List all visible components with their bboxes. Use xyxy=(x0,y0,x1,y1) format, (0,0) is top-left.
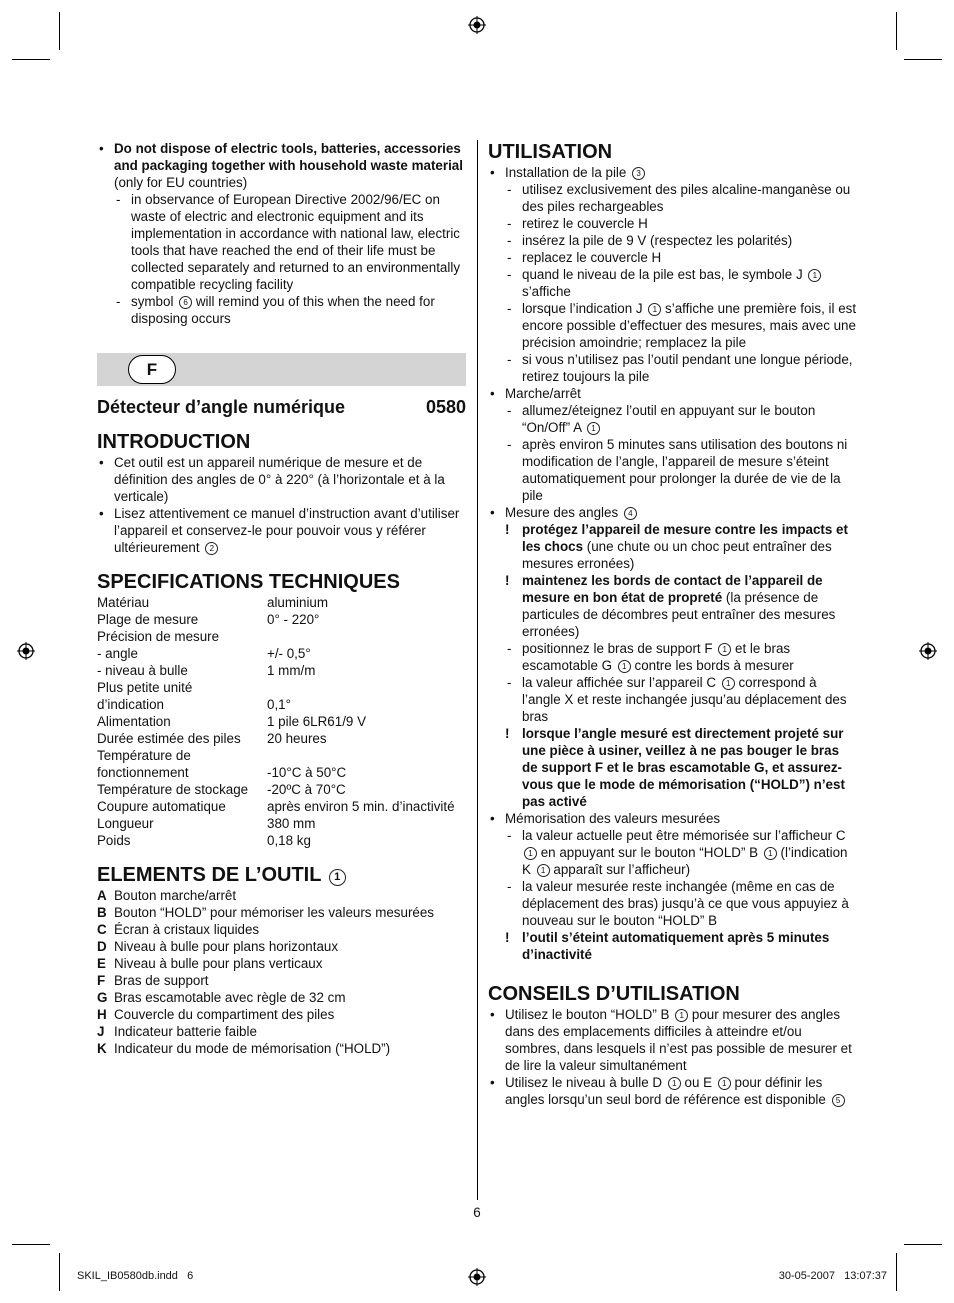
spec-label: Précision de mesure xyxy=(97,629,220,644)
language-badge: F xyxy=(128,355,176,384)
spec-value: 380 mm xyxy=(267,816,316,831)
spec-label: Poids xyxy=(97,833,131,848)
spec-label: - niveau à bulle xyxy=(97,663,188,678)
spec-row xyxy=(97,662,466,679)
warning-item: ! protégez l’appareil de mesure contre les impacts et les chocs (une chute ou un choc peut entraîner des mesures erronées) xyxy=(505,522,848,571)
disposal-normal: (only for EU countries) xyxy=(114,175,248,190)
spec-label: fonctionnement xyxy=(97,765,189,780)
spec-value xyxy=(267,628,466,645)
element-item xyxy=(97,938,466,955)
crop-mark xyxy=(904,1244,942,1245)
disposal-dash-2 xyxy=(97,293,466,327)
elements-list xyxy=(97,887,466,1057)
dash-text: la valeur affichée sur l’appareil C xyxy=(522,675,720,690)
ref-number: 1 xyxy=(675,1009,688,1022)
spec-row xyxy=(97,713,466,730)
spec-row xyxy=(97,798,466,815)
spec-value: 0° - 220° xyxy=(267,612,320,627)
column-divider xyxy=(477,140,478,1200)
marche-item xyxy=(488,402,858,436)
spec-row xyxy=(97,730,466,747)
bullet-text: pour mesurer des angles dans des emplacements difficiles à atteindre et/ou sombres, dans lesquels il n’est pas possible de mesurer et de lire la valeur simultanément xyxy=(505,1007,852,1073)
element-label: Indicateur batterie faible xyxy=(114,1024,257,1039)
element-letter: G xyxy=(97,990,108,1005)
element-label: Bras de support xyxy=(114,973,209,988)
pile-item xyxy=(488,266,858,300)
pile-item: - insérez la pile de 9 V (respectez les polarités) xyxy=(488,232,858,249)
memo-item: - la valeur mesurée reste inchangée (même en cas de déplacement des bras) jusqu’à ce que vous appuyiez à nouveau sur le bouton “HOLD” B xyxy=(488,878,858,929)
dash-text: correspond à l’angle X et reste inchangée jusqu’au déplacement des bras xyxy=(522,675,847,724)
ref-number: 5 xyxy=(832,1094,845,1107)
element-item xyxy=(97,1040,466,1057)
spec-row xyxy=(97,679,466,696)
element-item xyxy=(97,955,466,972)
dash-text: (l’indication K xyxy=(522,845,848,877)
warning-normal: (une chute ou un choc peut entraîner des mesures erronées) xyxy=(522,539,832,571)
spec-value: 0,1° xyxy=(267,697,291,712)
ref-number: 1 xyxy=(587,422,600,435)
warning-bold: l’outil s’éteint automatiquement après 5 minutes d’inactivité xyxy=(522,930,830,962)
spec-label: Longueur xyxy=(97,816,154,831)
element-letter: B xyxy=(97,905,107,920)
spec-value: après environ 5 min. d’inactivité xyxy=(267,799,455,814)
bullet-text: Mesure des angles xyxy=(505,505,622,520)
warning-item: ! lorsque l’angle mesuré est directement projeté sur une pièce à usiner, veillez à ne pas bouger le bras de support F et le bras escamotable G, et assurez-vous que le mode de mémorisation (“HOLD”) n’est pas activé xyxy=(505,726,845,809)
pile-item: - si vous n’utilisez pas l’outil pendant une longue période, retirez toujours la pile xyxy=(488,351,858,385)
spec-label: Durée estimée des piles xyxy=(97,731,241,746)
element-letter: F xyxy=(97,973,106,988)
spec-value: 20 heures xyxy=(267,731,327,746)
ref-number: 4 xyxy=(624,507,637,520)
spec-row xyxy=(97,747,466,764)
ref-number: 1 xyxy=(722,677,735,690)
crop-mark xyxy=(904,59,942,60)
page-number: 6 xyxy=(473,1205,481,1220)
element-label: Indicateur du mode de mémorisation (“HOLD”) xyxy=(114,1041,391,1056)
element-item xyxy=(97,972,466,989)
dash-text: lorsque l’indication J xyxy=(522,301,647,316)
element-item xyxy=(97,887,466,904)
dash-text: symbol xyxy=(131,294,178,309)
elements-heading xyxy=(97,863,466,887)
footer-date: 30-05-2007 13:07:37 xyxy=(778,1270,887,1282)
dash-text: s’affiche xyxy=(522,284,571,299)
dash-text: en appuyant sur le bouton “HOLD” B xyxy=(537,845,762,860)
element-item xyxy=(97,989,466,1006)
spec-row xyxy=(97,628,466,645)
element-item xyxy=(97,904,466,921)
right-column xyxy=(488,140,858,1108)
registration-mark-icon xyxy=(468,16,486,34)
element-letter: C xyxy=(97,922,107,937)
bullet-text: pour définir les angles lorsqu’un seul bord de référence est disponible xyxy=(505,1075,830,1107)
spec-row xyxy=(97,611,466,628)
marche-title: • Marche/arrêt xyxy=(488,385,858,402)
element-label: Bras escamotable avec règle de 32 cm xyxy=(114,990,346,1005)
bullet-text: Installation de la pile xyxy=(505,165,631,180)
element-label: Bouton “HOLD” pour mémoriser les valeurs mesurées xyxy=(114,905,435,920)
pile-title xyxy=(488,164,858,181)
element-letter: E xyxy=(97,956,106,971)
spec-label: Alimentation xyxy=(97,714,171,729)
disposal-bold: Do not dispose of electric tools, batteries, accessories and packaging together with household waste material xyxy=(114,141,463,173)
spec-row xyxy=(97,832,466,849)
bullet-text: ou E xyxy=(680,1075,716,1090)
warning-bold: lorsque l’angle mesuré est directement projeté sur une pièce à usiner, veillez à ne pas bouger le bras de support F et le bras escamotable G, et assurez-vous que le mode de mémorisation (“HOLD”) n’est pas activé xyxy=(522,726,845,809)
element-item xyxy=(97,1023,466,1040)
crop-mark xyxy=(59,12,60,50)
element-letter: K xyxy=(97,1041,107,1056)
intro-bullet-2 xyxy=(97,505,466,556)
spec-label: Plus petite unité xyxy=(97,680,193,695)
language-banner xyxy=(97,353,466,386)
spec-label: d’indication xyxy=(97,697,164,712)
spec-label: Coupure automatique xyxy=(97,799,226,814)
spec-value: 1 pile 6LR61/9 V xyxy=(267,714,367,729)
crop-mark xyxy=(59,1253,60,1291)
dash-text: will remind you of this when the need for disposing occurs xyxy=(131,294,435,326)
ref-number: 1 xyxy=(537,864,550,877)
element-label: Bouton marche/arrêt xyxy=(114,888,237,903)
dash-text: allumez/éteignez l’outil en appuyant sur le bouton “On/Off” A xyxy=(522,403,816,435)
ref-number: 1 xyxy=(524,847,537,860)
mesure-title xyxy=(488,504,858,521)
registration-mark-icon xyxy=(17,642,35,660)
elements-heading-text: ELEMENTS DE L’OUTIL xyxy=(97,864,322,886)
dash-text: et le bras escamotable G xyxy=(522,641,791,673)
spec-value: -10°C à 50°C xyxy=(267,765,347,780)
footer-file: SKIL_IB0580db.indd 6 xyxy=(77,1270,194,1282)
pile-item: - retirez le couvercle H xyxy=(488,215,858,232)
element-item xyxy=(97,1006,466,1023)
spec-row xyxy=(97,594,466,611)
dash-text: la valeur actuelle peut être mémorisée sur l’afficheur C xyxy=(522,828,846,843)
ref-number: 3 xyxy=(632,167,645,180)
spec-label: - angle xyxy=(97,646,138,661)
spec-label: Matériau xyxy=(97,595,150,610)
mesure-item xyxy=(488,640,858,674)
ref-number: 1 xyxy=(718,643,731,656)
spec-label: Température de xyxy=(97,748,191,763)
ref-number: 1 xyxy=(764,847,777,860)
conseil-item xyxy=(488,1006,858,1074)
spec-value: aluminium xyxy=(267,595,329,610)
spec-value: 1 mm/m xyxy=(267,663,316,678)
spec-label: Plage de mesure xyxy=(97,612,199,627)
disposal-bullet xyxy=(97,140,466,191)
dash-text: contre les bords à mesurer xyxy=(630,658,794,673)
dash-text: s’affiche une première fois, il est encore possible d’effectuer des mesures, mais avec une précision amoindrie; remplacez la pile xyxy=(522,301,857,350)
product-title-row xyxy=(97,396,466,418)
crop-mark xyxy=(896,12,897,50)
spec-row xyxy=(97,764,466,781)
bullet-text: Utilisez le bouton “HOLD” B xyxy=(505,1007,674,1022)
registration-mark-icon xyxy=(468,1268,486,1286)
spec-value: +/- 0,5° xyxy=(267,646,311,661)
spec-label: Température de stockage xyxy=(97,782,249,797)
left-column xyxy=(97,140,466,1057)
ref-number: 1 xyxy=(718,1077,731,1090)
product-title: Détecteur d’angle numérique xyxy=(97,397,346,417)
spec-value xyxy=(267,747,466,764)
pile-item xyxy=(488,300,858,351)
warning-bold: maintenez les bords de contact de l’appareil de mesure en bon état de propreté xyxy=(522,573,823,605)
specs-heading: SPECIFICATIONS TECHNIQUES xyxy=(97,571,400,593)
bullet-text: Utilisez le niveau à bulle D xyxy=(505,1075,666,1090)
conseils-heading: CONSEILS D’UTILISATION xyxy=(488,983,740,1005)
element-item xyxy=(97,921,466,938)
ref-number: 2 xyxy=(205,542,218,555)
pile-item: - utilisez exclusivement des piles alcaline-manganèse ou des piles rechargeables xyxy=(488,181,858,215)
spec-row xyxy=(97,645,466,662)
memo-item xyxy=(488,827,858,878)
specs-table xyxy=(97,594,466,849)
element-label: Niveau à bulle pour plans horizontaux xyxy=(114,939,339,954)
dash-text: apparaît sur l’afficheur) xyxy=(549,862,691,877)
spec-value: -20ºC à 70°C xyxy=(267,782,346,797)
conseil-item xyxy=(488,1074,858,1108)
memo-title: • Mémorisation des valeurs mesurées xyxy=(488,810,858,827)
spec-row xyxy=(97,815,466,832)
warning-normal: (la présence de particules de décombres peut entraîner des mesures erronées) xyxy=(522,590,836,639)
pile-item: - replacez le couvercle H xyxy=(488,249,858,266)
warning-item: ! maintenez les bords de contact de l’appareil de mesure en bon état de propreté (la présence de particules de décombres peut entraîner des mesures erronées) xyxy=(505,573,836,639)
spec-row xyxy=(97,696,466,713)
utilisation-heading: UTILISATION xyxy=(488,141,613,163)
ref-number: 1 xyxy=(648,303,661,316)
crop-mark xyxy=(12,1244,50,1245)
dash-text: positionnez le bras de support F xyxy=(522,641,717,656)
spec-row xyxy=(97,781,466,798)
ref-number: 1 xyxy=(668,1077,681,1090)
crop-mark xyxy=(896,1253,897,1291)
intro-bullet-1: • Cet outil est un appareil numérique de mesure et de définition des angles de 0° à 220° (à l’horizontale et à la verticale) xyxy=(97,454,466,505)
element-letter: J xyxy=(97,1024,105,1039)
spec-value: 0,18 kg xyxy=(267,833,311,848)
registration-mark-icon xyxy=(919,642,937,660)
element-letter: A xyxy=(97,888,107,903)
disposal-dash-1: - in observance of European Directive 2002/96/EC on waste of electric and electronic equipment and its implementation in accordance with national law, electric tools that have reached the end of their life must be collected separately and returned to an environmentally compatible recycling facility xyxy=(97,191,466,293)
element-letter: H xyxy=(97,1007,107,1022)
ref-number: 1 xyxy=(808,269,821,282)
marche-item: - après environ 5 minutes sans utilisation des boutons ni modification de l’angle, l’appareil de mesure s’éteint automatiquement pour prolonger la durée de vie de la pile xyxy=(488,436,858,504)
intro-heading: INTRODUCTION xyxy=(97,431,251,453)
crop-mark xyxy=(12,59,50,60)
ref-number: 1 xyxy=(329,869,346,886)
warning-item: ! l’outil s’éteint automatiquement après 5 minutes d’inactivité xyxy=(505,930,830,962)
mesure-item xyxy=(488,674,858,725)
ref-number: 1 xyxy=(618,660,631,673)
product-number: 0580 xyxy=(425,397,466,417)
spec-value xyxy=(267,679,466,696)
element-label: Niveau à bulle pour plans verticaux xyxy=(114,956,323,971)
element-label: Couvercle du compartiment des piles xyxy=(114,1007,335,1022)
element-label: Écran à cristaux liquides xyxy=(114,922,260,937)
bullet-text: Lisez attentivement ce manuel d’instruction avant d’utiliser l’appareil et conservez-le pour pouvoir vous y référer ultérieurement xyxy=(114,506,460,555)
ref-number: 6 xyxy=(179,296,192,309)
warning-bold: protégez l’appareil de mesure contre les impacts et les chocs xyxy=(522,522,848,554)
element-letter: D xyxy=(97,939,107,954)
dash-text: quand le niveau de la pile est bas, le symbole J xyxy=(522,267,807,282)
